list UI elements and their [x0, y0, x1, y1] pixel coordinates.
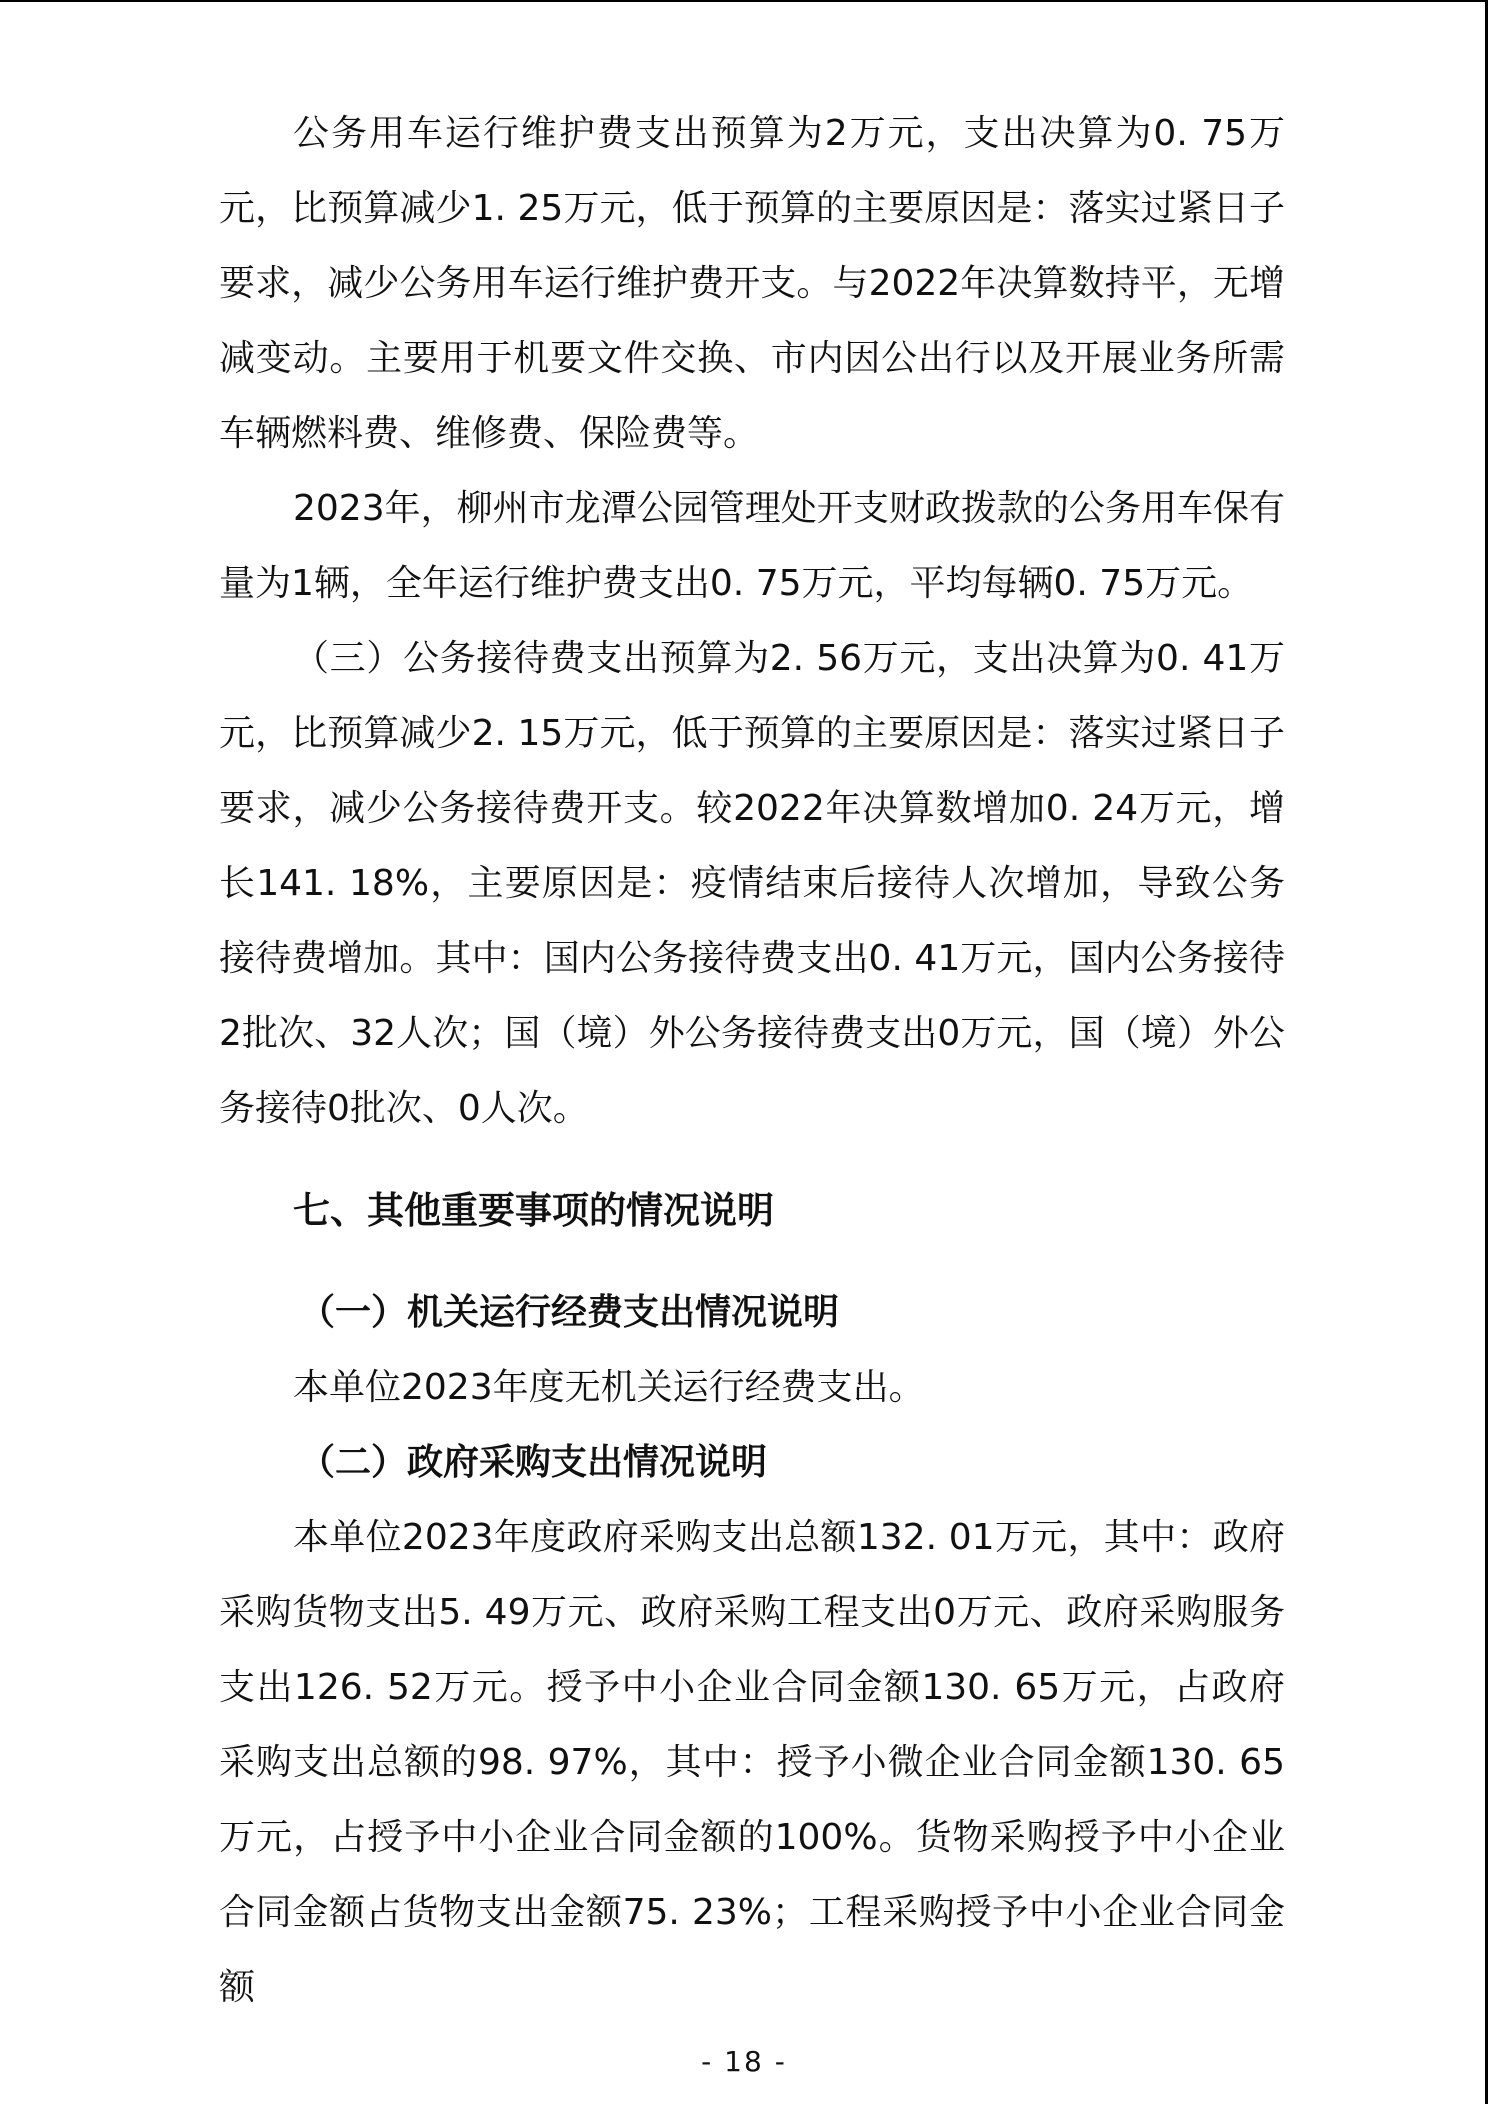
page-border-top — [0, 0, 1488, 2]
section-title-other-matters: 七、其他重要事项的情况说明 — [293, 1189, 774, 1232]
document-body — [219, 96, 1285, 2025]
paragraph-vehicle-count: 2023年，柳州市龙潭公园管理处开支财政拨款的公务用车保有量为1辆，全年运行维护费支出0. 75万元，平均每辆0. 75万元。 — [219, 488, 1285, 604]
subsection-title-procurement: （二）政府采购支出情况说明 — [299, 1442, 768, 1483]
paragraph-vehicle-maintenance: 公务用车运行维护费支出预算为2万元，支出决算为0. 75万元，比预算减少1. 25万元，低于预算的主要原因是：落实过紧日子要求，减少公务用车运行维护费开支。与2022年决算数持平，无增减变动。主要用于机要文件交换、市内因公出行以及开展业务所需车辆燃料费、维修费、保险费等。 — [219, 113, 1285, 454]
paragraph-procurement: 本单位2023年度政府采购支出总额132. 01万元，其中：政府采购货物支出5. 49万元、政府采购工程支出0万元、政府采购服务支出126. 52万元。授予中小企业合同金额130. 65万元，占政府采购支出总额的98. 97%，其中：授予小微企业合同金额130. 65万元，占授予中小企业合同金额的100%。货物采购授予中小企业合同金额占货物支出金额75. 23%；工程采购授予中小企业合同金额 — [219, 1517, 1285, 2008]
page-number: - 18 - — [701, 2045, 787, 2078]
paragraph-operating-expense: 本单位2023年度无机关运行经费支出。 — [293, 1367, 925, 1408]
paragraph-reception-expense: （三）公务接待费支出预算为2. 56万元，支出决算为0. 41万元，比预算减少2. 15万元，低于预算的主要原因是：落实过紧日子要求，减少公务接待费开支。较2022年决算数增加0. 24万元，增长141. 18%，主要原因是：疫情结束后接待人次增加，导致公务接待费增加。其中：国内公务接待费支出0. 41万元，国内公务接待2批次、32人次；国（境）外公务接待费支出0万元，国（境）外公务接待0批次、0人次。 — [219, 638, 1285, 1129]
subsection-title-operating-expense: （一）机关运行经费支出情况说明 — [299, 1292, 840, 1333]
